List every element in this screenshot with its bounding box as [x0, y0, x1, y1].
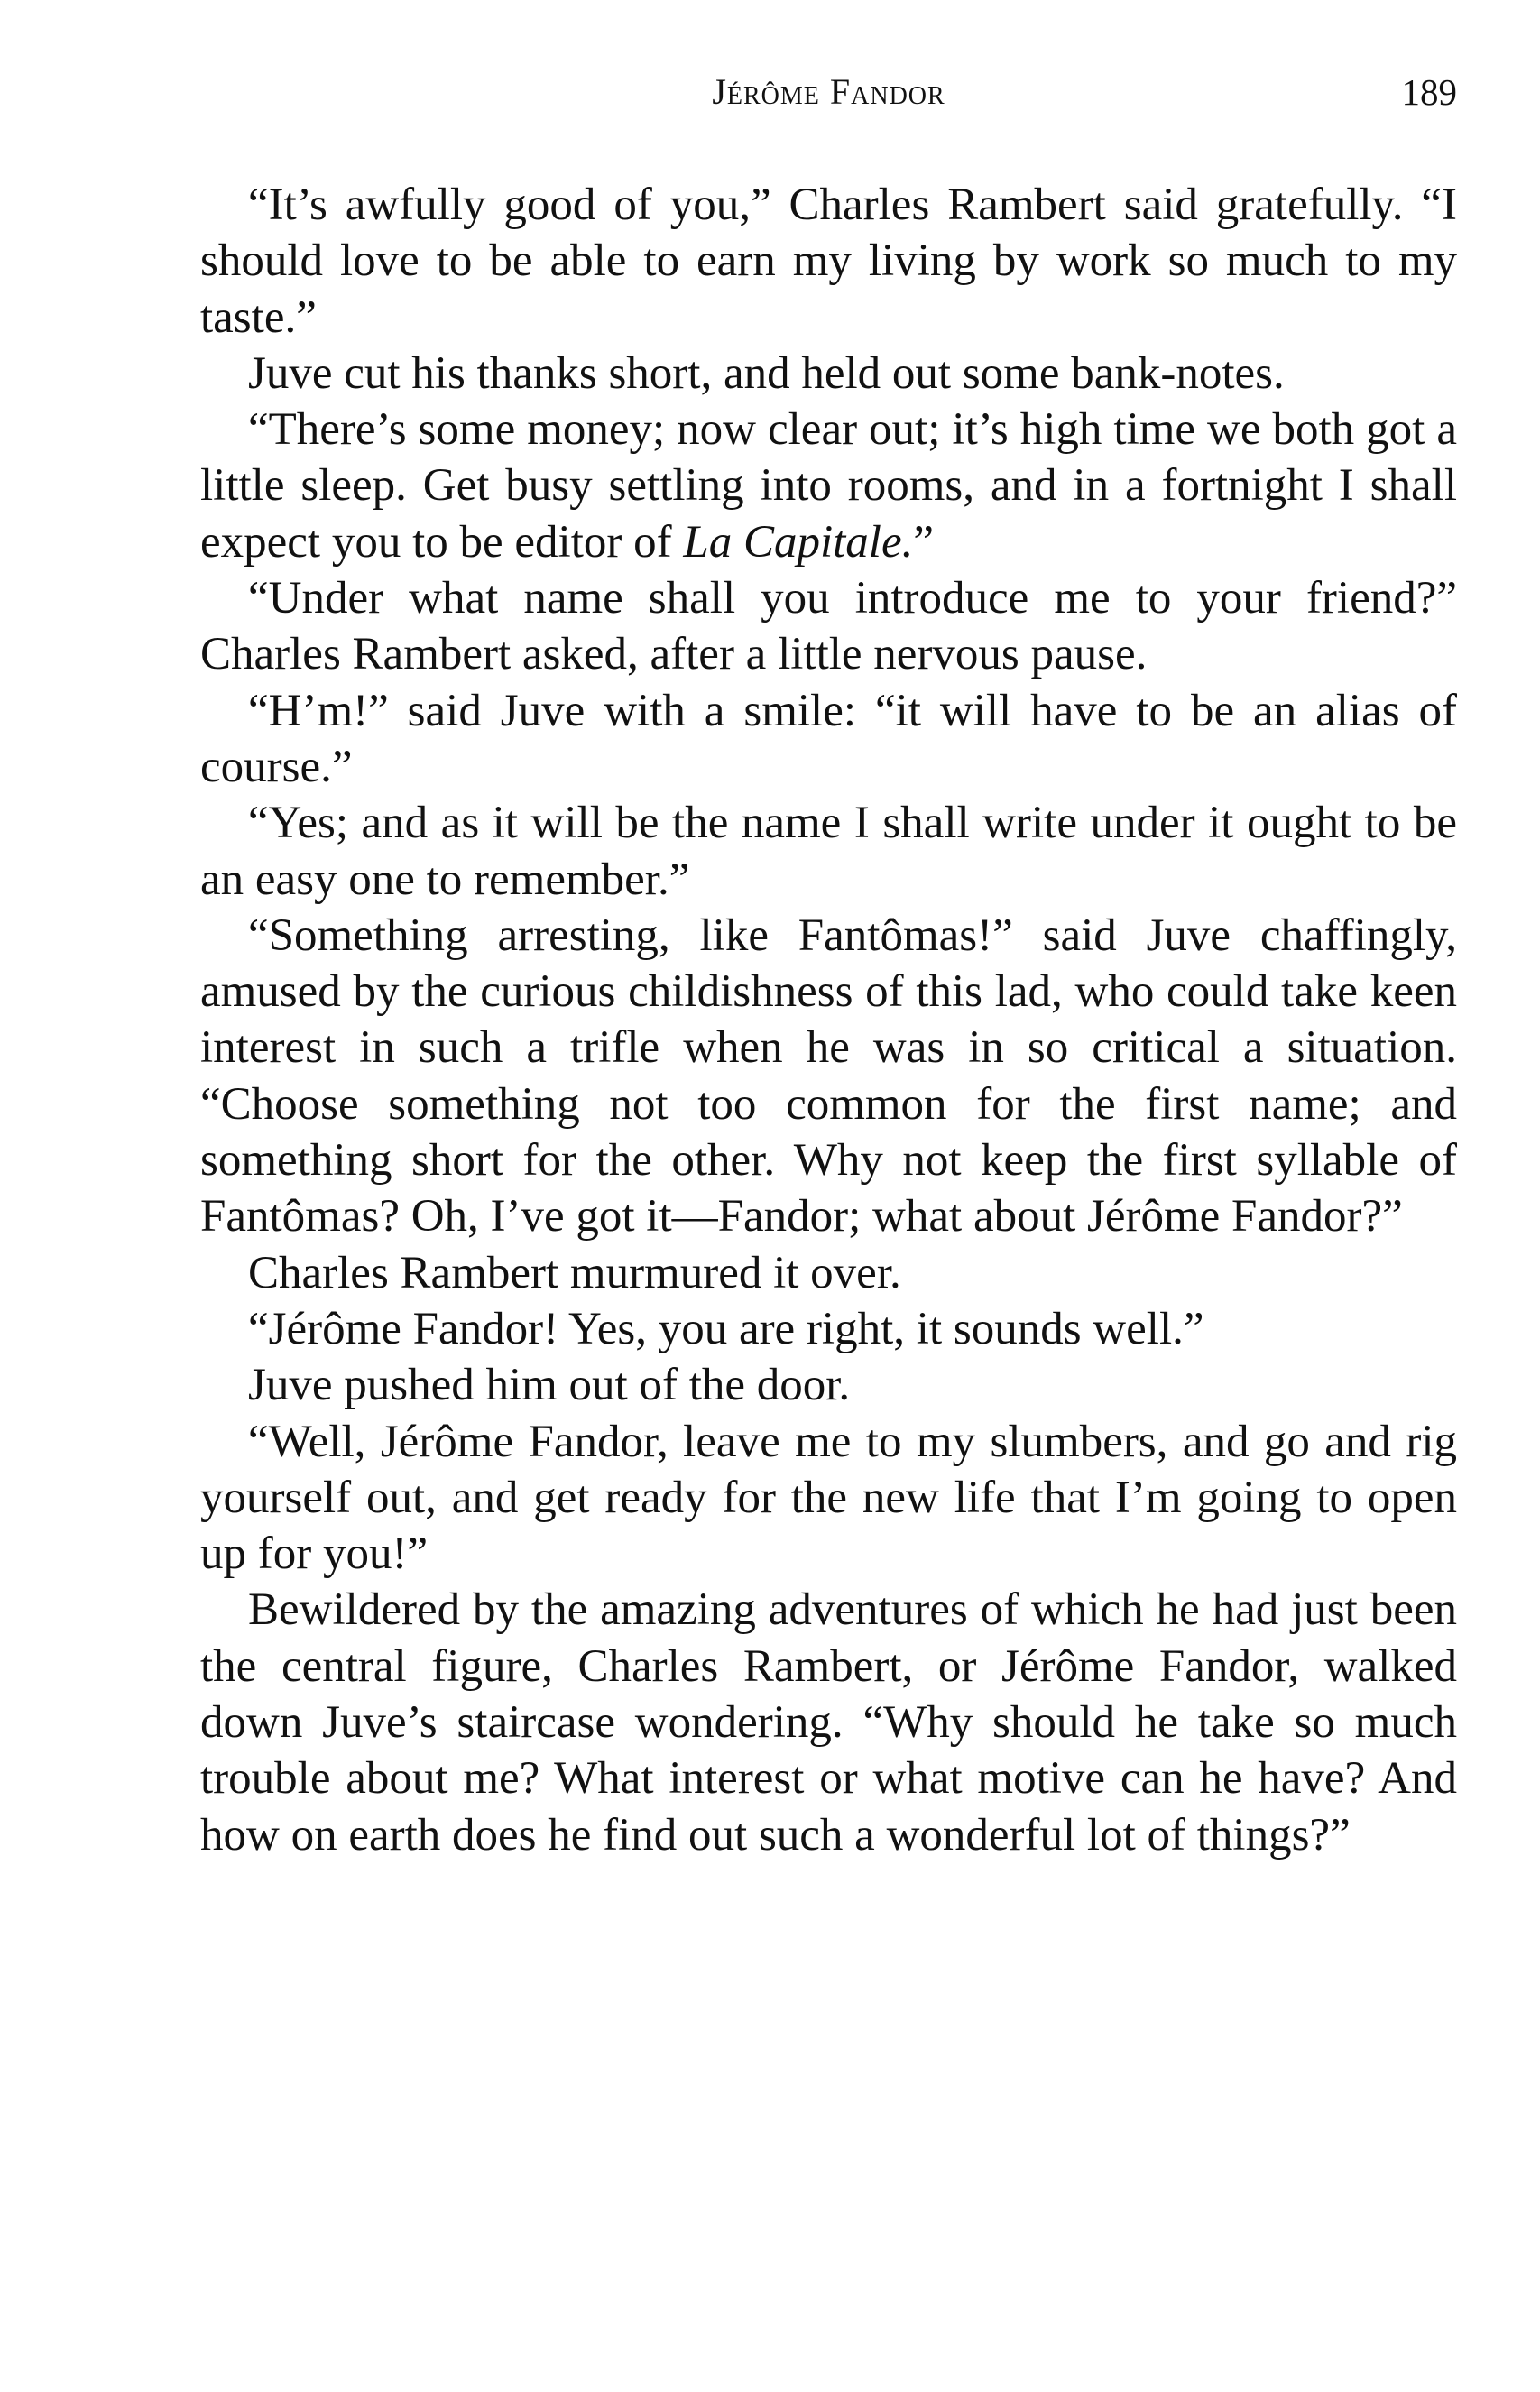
- paragraph-text: “There’s some money; now clear out; it’s high time we both got a little sleep. Get busy settling into rooms, and in a fortnight I shall expect you to be editor of: [200, 404, 1457, 568]
- paragraph: “It’s awfully good of you,” Charles Rambert said gratefully. “I should love to be able to earn my living by work so much to my taste.”: [200, 180, 1457, 343]
- running-header: [200, 70, 1457, 125]
- paragraph: Juve cut his thanks short, and held out some bank-notes.: [248, 347, 1285, 399]
- paragraph: Charles Rambert murmured it over.: [248, 1247, 901, 1298]
- running-title: Jérôme Fandor: [712, 71, 945, 112]
- newspaper-title: La Capitale.: [683, 516, 914, 568]
- paragraph: Juve pushed him out of the door.: [248, 1360, 851, 1411]
- paragraph: “Under what name shall you introduce me to your friend?” Charles Rambert asked, after a little nervous pause.: [200, 573, 1457, 680]
- paragraph: Bewildered by the amazing adventures of which he had just been the central figure, Charles Rambert, or Jérôme Fandor, walked down Juve’s staircase wondering. “Why should he take so much trouble about me? What interest or what motive can he have? And how on earth does he find out such a wonderful lot of things?”: [200, 1584, 1457, 1861]
- paragraph: “Yes; and as it will be the name I shall write under it ought to be an easy one to remember.”: [200, 798, 1457, 905]
- page-number: 189: [1401, 71, 1457, 113]
- paragraph-text: ”: [913, 516, 934, 568]
- paragraph: “H’m!” said Juve with a smile: “it will have to be an alias of course.”: [200, 685, 1457, 792]
- paragraph: “Something arresting, like Fantômas!” said Juve chaffingly, amused by the curious childishness of this lad, who could take keen interest in such a trifle when he was in so critical a situation. “Choose something not too common for the first name; and something short for the other. Why not keep the first syllable of Fantômas? Oh, I’ve got it—Fandor; what about Jérôme Fandor?”: [200, 910, 1457, 1242]
- paragraph: “Jérôme Fandor! Yes, you are right, it sounds well.”: [248, 1303, 1204, 1354]
- body-text: [200, 177, 1457, 1863]
- paragraph: [200, 402, 1457, 570]
- paragraph: “Well, Jérôme Fandor, leave me to my slumbers, and go and rig yourself out, and get ready for the new life that I’m going to open up for you!”: [200, 1416, 1457, 1580]
